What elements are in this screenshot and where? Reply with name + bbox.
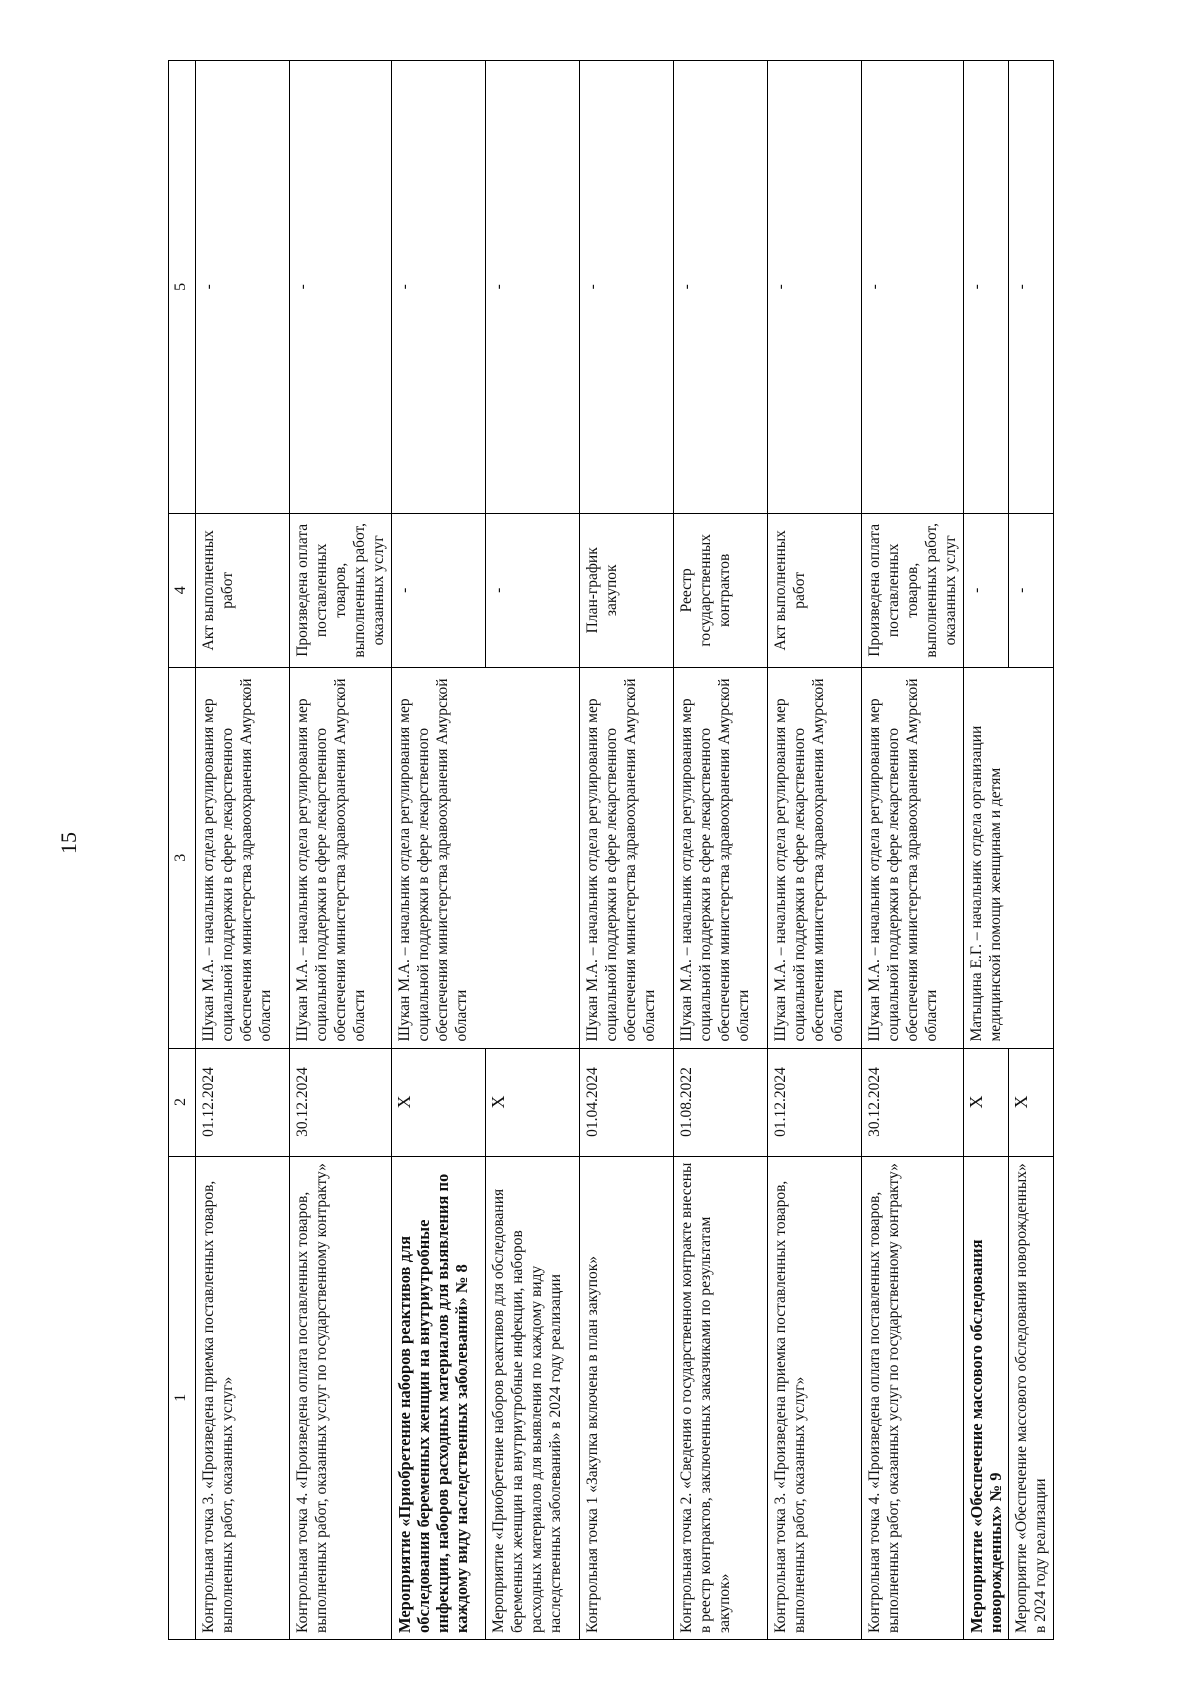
cell-date: 01.04.2024 xyxy=(580,1048,674,1156)
header-col-4: 4 xyxy=(169,513,196,667)
plan-table xyxy=(168,60,1054,1640)
cell-document: Произведена оплата поставленных товаров, выполненных работ, оказанных услуг xyxy=(862,513,964,667)
cell-description: Контрольная точка 3. «Произведена приемка поставленных товаров, выполненных работ, оказанных услуг» xyxy=(196,1156,290,1639)
table-row xyxy=(674,61,768,1640)
cell-responsible: Матыцина Е.Г. – начальник отдела организации медицинской помощи женщинам и детям xyxy=(964,667,1054,1048)
cell-responsible: Шукан М.А. – начальник отдела регулирования мер социальной поддержки в сфере лекарственного обеспечения министерства здравоохранения Амурской области xyxy=(862,667,964,1048)
cell-description: Контрольная точка 4. «Произведена оплата поставленных товаров, выполненных работ, оказанных услуг по государственному контракту» xyxy=(290,1156,392,1639)
cell-date: Х xyxy=(392,1048,486,1156)
cell-document: - xyxy=(964,513,1009,667)
cell-note: - xyxy=(674,61,768,514)
cell-responsible: Шукан М.А. – начальник отдела регулирования мер социальной поддержки в сфере лекарственного обеспечения министерства здравоохранения Амурской области xyxy=(580,667,674,1048)
table-row xyxy=(196,61,290,1640)
cell-description: Мероприятие «Приобретение наборов реактивов для обследования беременных женщин на внутриутробные инфекции, наборов расходных материалов для выявления по каждому виду наследственных заболеваний» в 2024 году реализации xyxy=(486,1156,580,1639)
cell-description: Контрольная точка 3. «Произведена приемка поставленных товаров, выполненных работ, оказанных услуг» xyxy=(768,1156,862,1639)
cell-responsible: Шукан М.А. – начальник отдела регулирования мер социальной поддержки в сфере лекарственного обеспечения министерства здравоохранения Амурской области xyxy=(290,667,392,1048)
cell-note: - xyxy=(580,61,674,514)
cell-date: 30.12.2024 xyxy=(862,1048,964,1156)
header-col-2: 2 xyxy=(169,1048,196,1156)
cell-note: - xyxy=(1009,61,1054,514)
cell-description: Мероприятие «Приобретение наборов реактивов для обследования беременных женщин на внутриутробные инфекции, наборов расходных материалов для выявления по каждому виду наследственных заболеваний» № 8 xyxy=(392,1156,486,1639)
cell-document: - xyxy=(392,513,486,667)
cell-date: 01.12.2024 xyxy=(196,1048,290,1156)
cell-description: Контрольная точка 1 «Закупка включена в план закупок» xyxy=(580,1156,674,1639)
cell-date: Х xyxy=(964,1048,1009,1156)
table-row xyxy=(580,61,674,1640)
cell-note: - xyxy=(862,61,964,514)
cell-note: - xyxy=(486,61,580,514)
cell-description: Контрольная точка 4. «Произведена оплата поставленных товаров, выполненных работ, оказанных услуг по государственному контракту» xyxy=(862,1156,964,1639)
cell-document: План-график закупок xyxy=(580,513,674,667)
page-number: 15 xyxy=(56,832,81,854)
table-row xyxy=(392,61,486,1640)
cell-date: 30.12.2024 xyxy=(290,1048,392,1156)
table-row xyxy=(290,61,392,1640)
cell-note: - xyxy=(196,61,290,514)
cell-date: 01.08.2022 xyxy=(674,1048,768,1156)
cell-date: 01.12.2024 xyxy=(768,1048,862,1156)
cell-document: Акт выполненных работ xyxy=(768,513,862,667)
header-col-1: 1 xyxy=(169,1156,196,1639)
cell-note: - xyxy=(392,61,486,514)
rotated-table-container xyxy=(168,60,1108,1640)
cell-document: Реестр государственных контрактов xyxy=(674,513,768,667)
cell-responsible: Шукан М.А. – начальник отдела регулирования мер социальной поддержки в сфере лекарственного обеспечения министерства здравоохранения Амурской области xyxy=(768,667,862,1048)
cell-document: Акт выполненных работ xyxy=(196,513,290,667)
table-header-row xyxy=(169,61,196,1640)
table-row xyxy=(862,61,964,1640)
cell-note: - xyxy=(290,61,392,514)
cell-description: Мероприятие «Обеспечение массового обследования новорожденных» № 9 xyxy=(964,1156,1009,1639)
cell-responsible: Шукан М.А. – начальник отдела регулирования мер социальной поддержки в сфере лекарственного обеспечения министерства здравоохранения Амурской области xyxy=(196,667,290,1048)
cell-document: Произведена оплата поставленных товаров, выполненных работ, оказанных услуг xyxy=(290,513,392,667)
cell-description: Мероприятие «Обеспечение массового обследования новорожденных» в 2024 году реализации xyxy=(1009,1156,1054,1639)
cell-document: - xyxy=(486,513,580,667)
cell-document: - xyxy=(1009,513,1054,667)
cell-description: Контрольная точка 2. «Сведения о государственном контракте внесены в реестр контрактов, заключенных заказчиками по результатам закупок» xyxy=(674,1156,768,1639)
table-row xyxy=(768,61,862,1640)
cell-note: - xyxy=(768,61,862,514)
cell-date: Х xyxy=(486,1048,580,1156)
header-col-3: 3 xyxy=(169,667,196,1048)
cell-responsible: Шукан М.А. – начальник отдела регулирования мер социальной поддержки в сфере лекарственного обеспечения министерства здравоохранения Амурской области xyxy=(674,667,768,1048)
header-col-5: 5 xyxy=(169,61,196,514)
table-row xyxy=(964,61,1009,1640)
cell-note: - xyxy=(964,61,1009,514)
cell-date: Х xyxy=(1009,1048,1054,1156)
cell-responsible: Шукан М.А. – начальник отдела регулирования мер социальной поддержки в сфере лекарственного обеспечения министерства здравоохранения Амурской области xyxy=(392,667,580,1048)
